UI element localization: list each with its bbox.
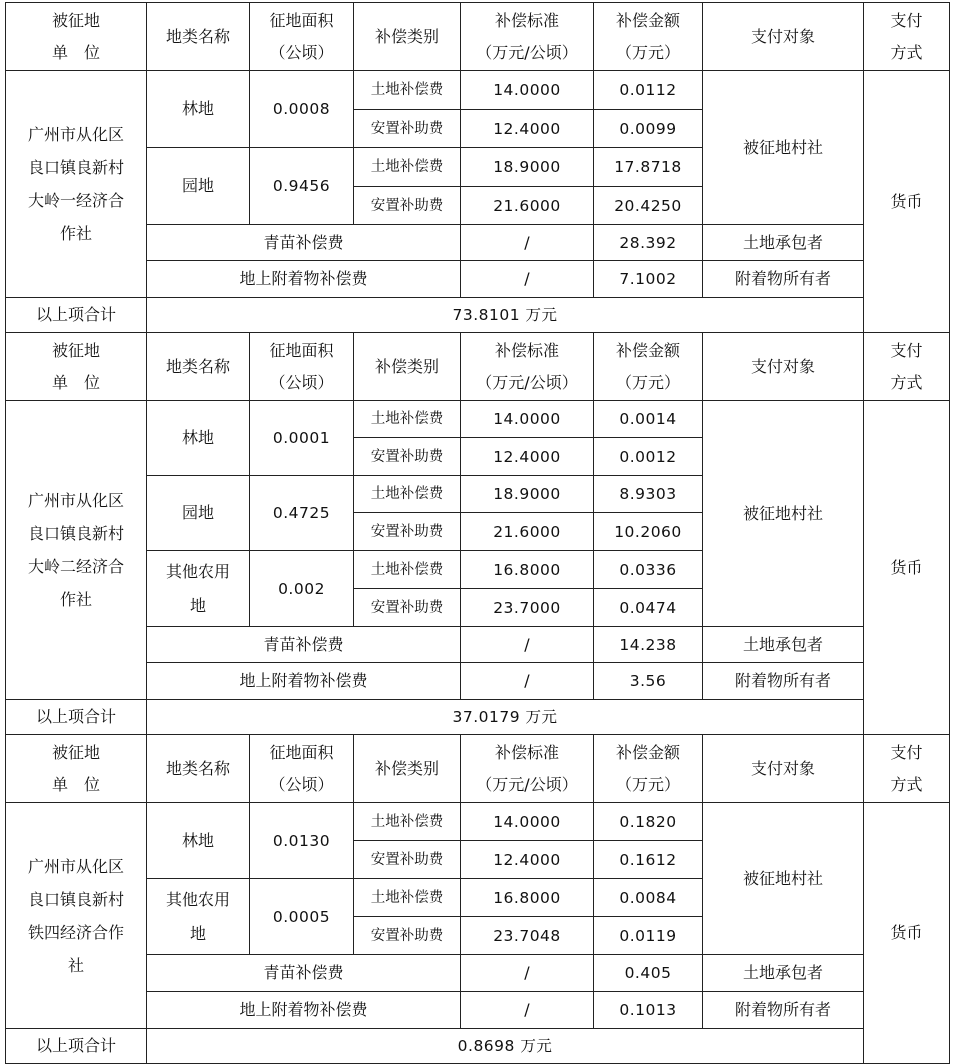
total-label-text: 以上项合计 [35,1036,116,1055]
seedling-standard-text: / [524,634,530,654]
header-method-text: 方式 [890,42,923,62]
land-type-name-text: 林地 [181,830,214,850]
land-area-text: 0.0005 [272,907,331,926]
comp-standard-text: 18.9000 [493,158,561,176]
unit-name-text: 大岭二经济合 [27,557,124,576]
land-area-text: 0.4725 [272,504,331,522]
attachment-standard-text: / [524,1000,530,1019]
land-area-text: 0.0001 [272,429,331,447]
header-area-text: 征地面积 [269,340,334,360]
attachment-payee [703,663,864,700]
header-payee [703,333,864,401]
attachment-payee [703,992,864,1029]
comp-type-text: 安置补助费 [370,120,444,137]
payee-main [703,401,864,627]
table-row [6,803,950,841]
seedling-amount [594,955,703,992]
comp-type [354,187,461,225]
total-row [6,1029,950,1064]
header-comp-type-text: 补偿类别 [374,758,439,778]
header-unit-text: 被征地 [51,10,100,30]
seedling-payee-text: 土地承包者 [742,634,823,654]
payee-main-text: 被征地村社 [742,503,823,523]
header-amount-text: （万元） [615,774,680,794]
comp-amount [594,110,703,148]
land-area-text: 0.9456 [272,177,331,195]
header-land-type-text: 地类名称 [165,758,230,778]
total-row [6,298,950,333]
payee-main [703,71,864,225]
land-area [250,803,354,879]
land-type-name-text: 地 [189,923,206,943]
seedling-standard [461,225,594,261]
comp-type [354,148,461,187]
header-land-type-text: 地类名称 [165,356,230,376]
land-type-name [147,879,250,955]
attachment-amount [594,663,703,700]
total-label [6,700,147,735]
attachment-payee-text: 附着物所有者 [734,671,831,690]
comp-amount-text: 0.0119 [619,926,677,945]
comp-standard [461,401,594,438]
comp-standard [461,551,594,589]
header-method-text: 方式 [890,372,923,392]
attachment-row [6,992,950,1029]
comp-type [354,841,461,879]
comp-amount-text: 0.1820 [619,812,677,831]
seedling-label [147,955,461,992]
attachment-standard [461,261,594,298]
header-method [864,3,950,71]
comp-amount [594,71,703,110]
seedling-label-text: 青苗补偿费 [263,232,344,252]
seedling-row [6,627,950,663]
total-label-text: 以上项合计 [35,305,116,324]
header-standard-text: 补偿标准 [494,742,559,762]
header-comp-type [354,333,461,401]
seedling-payee-text: 土地承包者 [742,963,823,982]
header-area-text: （公顷） [269,42,334,62]
comp-type-text: 安置补助费 [370,197,444,214]
total-value-text: 0.8698 万元 [457,1037,553,1055]
header-area [250,3,354,71]
comp-amount-text: 20.4250 [614,196,682,215]
header-area-text: 征地面积 [269,742,334,762]
payment-method [864,803,950,1064]
comp-type [354,401,461,438]
comp-standard-text: 21.6000 [493,196,561,215]
comp-type-text: 安置补助费 [370,448,444,465]
comp-amount [594,148,703,187]
comp-standard-text: 12.4000 [493,447,561,466]
land-area [250,551,354,627]
seedling-amount-text: 0.405 [624,964,672,982]
land-type-name [147,551,250,627]
comp-amount-text: 17.8718 [614,158,682,176]
comp-type-text: 安置补助费 [370,927,444,944]
unit-name-text: 铁四经济合作 [27,922,124,942]
comp-amount-text: 0.0099 [619,119,677,138]
comp-type [354,879,461,917]
seedling-amount-text: 14.238 [619,635,677,654]
total-value [147,1029,864,1064]
comp-type [354,917,461,955]
comp-amount-text: 0.0084 [619,888,677,907]
comp-standard-text: 18.9000 [493,485,561,503]
attachment-label-text: 地上附着物补偿费 [239,671,368,690]
header-standard-text: 补偿标准 [494,340,559,360]
header-area-text: （公顷） [269,774,334,794]
payment-method-text: 货币 [890,923,923,942]
unit-name-text: 广州市从化区 [27,125,124,144]
attachment-amount [594,261,703,298]
attachment-standard-text: / [524,671,530,690]
header-unit [6,3,147,71]
comp-type [354,71,461,110]
unit-name [6,71,147,298]
header-standard [461,3,594,71]
payment-method-text: 货币 [890,191,923,211]
table-header-row [6,333,950,401]
seedling-payee [703,627,864,663]
header-unit-text: 被征地 [51,340,100,360]
header-method-text: 支付 [890,742,923,762]
unit-name-text: 广州市从化区 [27,491,124,510]
land-area [250,476,354,551]
header-comp-type [354,735,461,803]
comp-amount [594,476,703,513]
unit-name [6,803,147,1029]
header-amount-text: 补偿金额 [615,742,680,762]
comp-type [354,551,461,589]
header-standard [461,735,594,803]
unit-name [6,401,147,700]
comp-standard [461,110,594,148]
land-type-name-text: 其他农用 [165,889,230,909]
comp-amount-text: 0.0014 [619,410,677,428]
comp-type [354,476,461,513]
header-amount [594,735,703,803]
comp-standard [461,187,594,225]
comp-standard [461,917,594,955]
unit-name-text: 良口镇良新村 [27,524,124,543]
header-method-text: 支付 [890,340,923,360]
comp-type [354,513,461,551]
attachment-amount-text: 0.1013 [619,1001,677,1019]
header-area [250,333,354,401]
comp-standard-text: 14.0000 [493,812,561,831]
header-area-text: （公顷） [269,372,334,392]
attachment-label-text: 地上附着物补偿费 [239,1000,368,1019]
land-area [250,148,354,225]
comp-standard-text: 16.8000 [493,888,561,907]
header-amount-text: （万元） [615,42,680,62]
header-area-text: 征地面积 [269,10,334,30]
attachment-row [6,663,950,700]
header-unit-text: 单 位 [51,42,100,62]
unit-name-text: 作社 [59,590,92,609]
table-header-row [6,3,950,71]
comp-standard [461,589,594,627]
seedling-standard [461,955,594,992]
header-land-type-text: 地类名称 [165,26,230,46]
comp-standard [461,879,594,917]
comp-type-text: 安置补助费 [370,599,444,616]
total-value [147,700,864,735]
comp-standard [461,513,594,551]
comp-type-text: 土地补偿费 [370,889,444,906]
comp-standard [461,841,594,879]
header-comp-type-text: 补偿类别 [374,26,439,46]
seedling-label-text: 青苗补偿费 [263,963,344,982]
unit-name-text: 大岭一经济合 [27,191,124,210]
attachment-payee [703,261,864,298]
comp-type-text: 土地补偿费 [370,82,444,98]
land-area [250,71,354,148]
comp-type-text: 土地补偿费 [370,486,444,502]
payee-main [703,803,864,955]
header-amount [594,3,703,71]
table-header-row [6,735,950,803]
comp-type-text: 安置补助费 [370,851,444,868]
comp-standard-text: 16.8000 [493,560,561,579]
attachment-amount-text: 3.56 [629,672,667,690]
header-land-type [147,333,250,401]
seedling-payee [703,225,864,261]
header-amount-text: 补偿金额 [615,10,680,30]
total-value-text: 73.8101 万元 [452,306,558,324]
seedling-row [6,225,950,261]
comp-standard-text: 21.6000 [493,522,561,541]
comp-standard-text: 12.4000 [493,119,561,138]
header-standard-text: （万元/公顷） [476,372,578,392]
land-type-name [147,803,250,879]
comp-standard [461,803,594,841]
header-unit-text: 被征地 [51,742,100,762]
comp-standard-text: 23.7000 [493,598,561,617]
header-method [864,735,950,803]
seedling-label [147,627,461,663]
header-unit-text: 单 位 [51,774,100,794]
seedling-row [6,955,950,992]
land-area-text: 0.0130 [272,831,331,850]
header-area [250,735,354,803]
header-standard-text: （万元/公顷） [476,774,578,794]
comp-amount [594,438,703,476]
seedling-amount [594,225,703,261]
comp-type-text: 土地补偿费 [370,813,444,830]
land-type-name-text: 地 [189,595,206,615]
header-comp-type [354,3,461,71]
seedling-label-text: 青苗补偿费 [263,634,344,654]
attachment-amount-text: 7.1002 [619,270,677,288]
header-payee [703,735,864,803]
land-type-name-text: 园地 [181,176,214,195]
header-payee-text: 支付对象 [750,758,815,778]
header-amount-text: （万元） [615,372,680,392]
payment-method [864,71,950,333]
land-area-text: 0.002 [278,579,325,598]
comp-type [354,110,461,148]
payee-main-text: 被征地村社 [742,868,823,888]
comp-amount [594,513,703,551]
header-unit-text: 单 位 [51,372,100,392]
land-type-name [147,148,250,225]
comp-amount-text: 10.2060 [614,522,682,541]
comp-type-text: 土地补偿费 [370,561,444,578]
total-label [6,298,147,333]
comp-amount [594,589,703,627]
comp-standard-text: 12.4000 [493,850,561,869]
attachment-standard [461,992,594,1029]
comp-type-text: 土地补偿费 [370,159,444,175]
header-amount [594,333,703,401]
header-comp-type-text: 补偿类别 [374,356,439,376]
comp-standard [461,476,594,513]
land-area-text: 0.0008 [272,100,331,118]
seedling-amount [594,627,703,663]
header-payee [703,3,864,71]
unit-name-text: 作社 [59,224,92,243]
seedling-payee [703,955,864,992]
comp-amount [594,401,703,438]
comp-amount-text: 0.0336 [619,560,677,579]
attachment-label [147,663,461,700]
attachment-payee-text: 附着物所有者 [734,1000,831,1019]
unit-name-text: 良口镇良新村 [27,889,124,909]
comp-amount-text: 8.9303 [619,485,677,503]
seedling-standard-text: / [524,232,530,252]
attachment-label [147,992,461,1029]
land-type-name-text: 园地 [181,503,214,522]
land-type-name-text: 林地 [181,99,214,118]
comp-standard [461,438,594,476]
comp-type-text: 土地补偿费 [370,411,444,427]
attachment-label-text: 地上附着物补偿费 [239,269,368,288]
comp-amount [594,803,703,841]
attachment-label [147,261,461,298]
comp-standard-text: 23.7048 [493,926,561,945]
table-row [6,401,950,438]
unit-name-text: 广州市从化区 [27,856,124,876]
header-method [864,333,950,401]
header-amount-text: 补偿金额 [615,340,680,360]
land-type-name [147,476,250,551]
comp-amount [594,917,703,955]
header-method-text: 支付 [890,10,923,30]
seedling-standard-text: / [524,963,530,982]
attachment-row [6,261,950,298]
total-value-text: 37.0179 万元 [452,708,558,726]
land-area [250,401,354,476]
comp-amount-text: 0.1612 [619,850,677,869]
comp-type [354,589,461,627]
attachment-standard-text: / [524,269,530,288]
seedling-standard [461,627,594,663]
header-unit [6,333,147,401]
comp-amount [594,187,703,225]
payment-method-text: 货币 [890,557,923,577]
seedling-payee-text: 土地承包者 [742,232,823,252]
seedling-amount-text: 28.392 [619,233,677,252]
comp-amount-text: 0.0012 [619,447,677,466]
comp-standard [461,148,594,187]
header-land-type [147,3,250,71]
payment-method [864,401,950,735]
header-payee-text: 支付对象 [750,26,815,46]
total-row [6,700,950,735]
header-land-type [147,735,250,803]
comp-amount [594,841,703,879]
comp-type [354,803,461,841]
comp-amount [594,551,703,589]
comp-type [354,438,461,476]
attachment-standard [461,663,594,700]
comp-standard [461,71,594,110]
comp-amount-text: 0.0474 [619,598,677,617]
seedling-label [147,225,461,261]
attachment-payee-text: 附着物所有者 [734,269,831,288]
compensation-table [5,2,950,1064]
comp-type-text: 安置补助费 [370,523,444,540]
payee-main-text: 被征地村社 [742,137,823,157]
header-unit [6,735,147,803]
header-standard-text: 补偿标准 [494,10,559,30]
comp-amount [594,879,703,917]
land-type-name-text: 其他农用 [165,561,230,581]
total-value [147,298,864,333]
attachment-amount [594,992,703,1029]
table-row [6,71,950,110]
header-standard-text: （万元/公顷） [476,42,578,62]
land-area [250,879,354,955]
land-type-name [147,71,250,148]
land-type-name-text: 林地 [181,428,214,447]
header-payee-text: 支付对象 [750,356,815,376]
unit-name-text: 良口镇良新村 [27,158,124,177]
header-standard [461,333,594,401]
total-label-text: 以上项合计 [35,707,116,726]
comp-amount-text: 0.0112 [619,81,677,99]
total-label [6,1029,147,1064]
comp-standard-text: 14.0000 [493,81,561,99]
unit-name-text: 社 [67,955,84,975]
comp-standard-text: 14.0000 [493,410,561,428]
land-type-name [147,401,250,476]
header-method-text: 方式 [890,774,923,794]
